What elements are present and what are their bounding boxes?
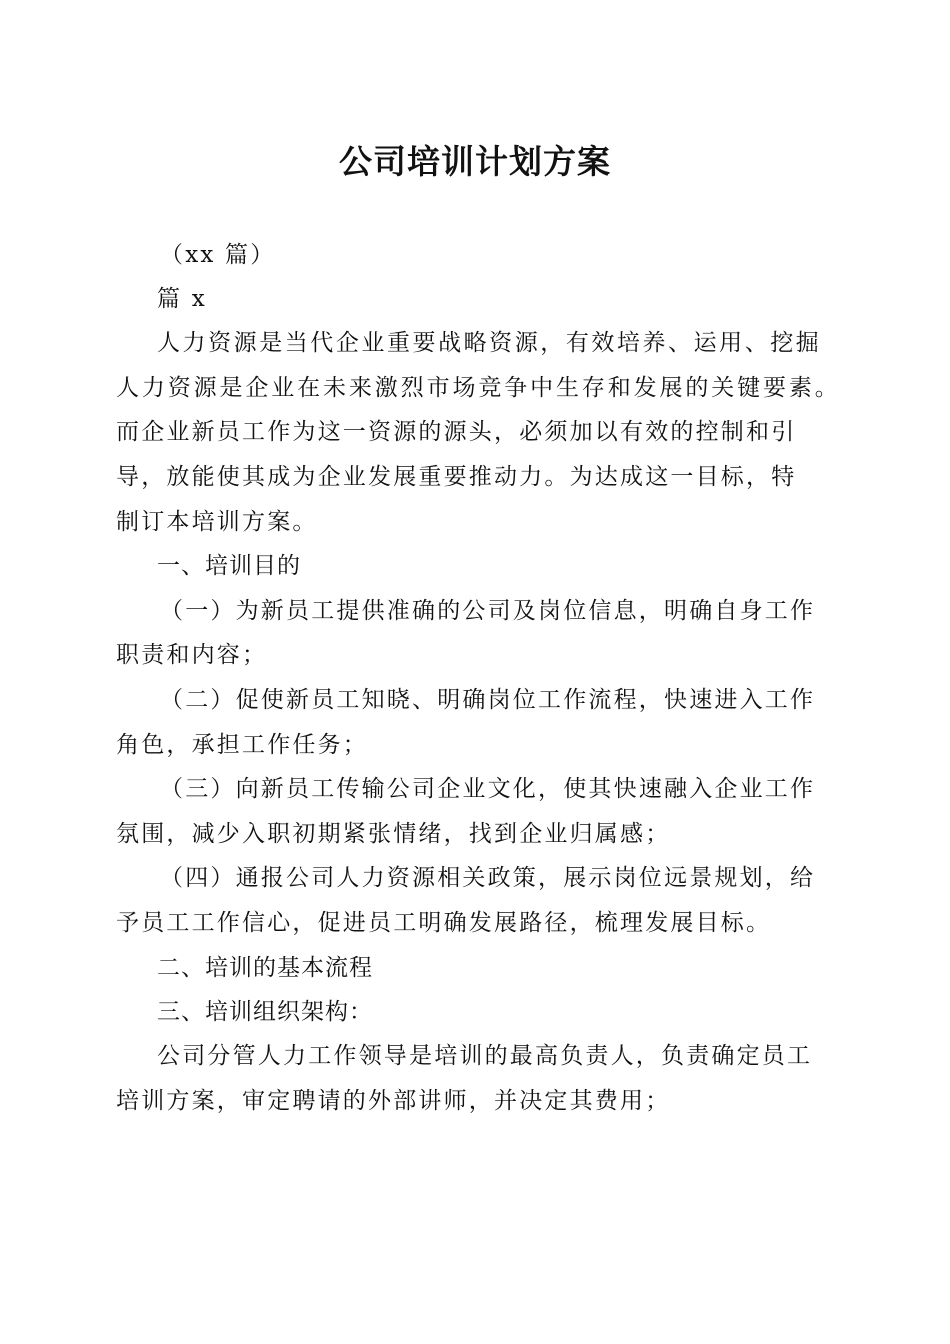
- intro-line: 人力资源是企业在未来激烈市场竞争中生存和发展的关键要素。: [116, 375, 840, 401]
- document-title: 公司培训计划方案: [339, 142, 611, 181]
- purpose-item-line: 氛围，减少入职初期紧张情绪，找到企业归属感；: [116, 821, 671, 847]
- purpose-item-line: 角色，承担工作任务；: [116, 732, 368, 758]
- org-structure-line: 培训方案，审定聘请的外部讲师，并决定其费用；: [116, 1088, 671, 1114]
- meta-line-chapter: 篇 x: [157, 286, 207, 312]
- section-heading-training-purpose: 一、培训目的: [157, 553, 301, 579]
- intro-line: 导，放能使其成为企业发展重要推动力。为达成这一目标，特: [116, 464, 797, 490]
- purpose-item-line: （三）向新员工传输公司企业文化，使其快速融入企业工作: [160, 776, 816, 802]
- intro-line: 人力资源是当代企业重要战略资源，有效培养、运用、挖掘: [157, 330, 821, 356]
- purpose-item-line: （一）为新员工提供准确的公司及岗位信息，明确自身工作: [160, 598, 816, 624]
- purpose-item-line: （二）促使新员工知晓、明确岗位工作流程，快速进入工作: [160, 687, 816, 713]
- purpose-item-line: 予员工工作信心，促进员工明确发展路径，梳理发展目标。: [116, 910, 772, 936]
- section-heading-basic-process: 二、培训的基本流程: [157, 955, 373, 981]
- section-heading-org-structure: 三、培训组织架构：: [157, 999, 373, 1025]
- intro-line: 而企业新员工作为这一资源的源头，必须加以有效的控制和引: [116, 419, 797, 445]
- purpose-item-line: （四）通报公司人力资源相关政策，展示岗位远景规划，给: [160, 865, 816, 891]
- purpose-item-line: 职责和内容；: [116, 642, 268, 668]
- intro-line: 制订本培训方案。: [116, 509, 318, 535]
- org-structure-line: 公司分管人力工作领导是培训的最高负责人，负责确定员工: [157, 1043, 813, 1069]
- meta-line-volume: （xx 篇）: [160, 242, 276, 268]
